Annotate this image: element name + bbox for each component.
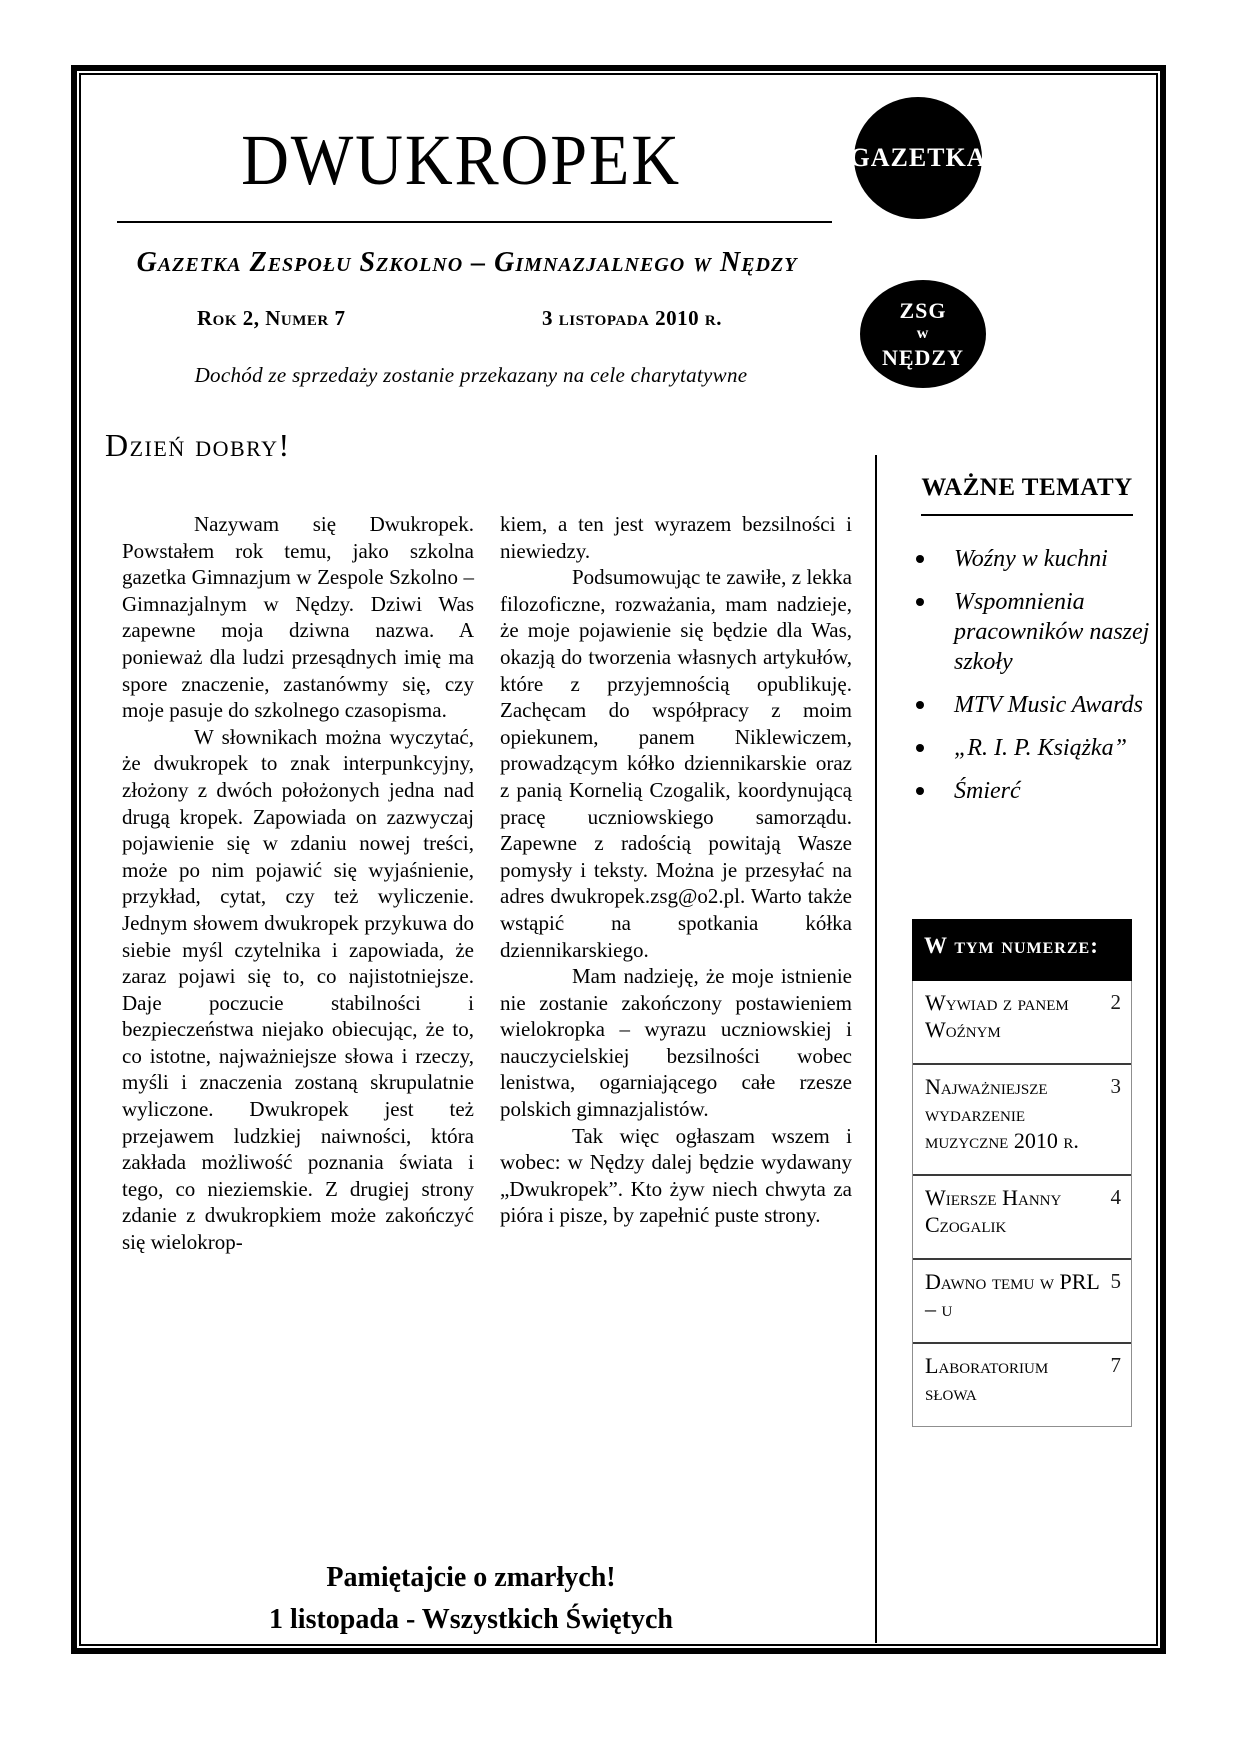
footer-line2: 1 listopada - Wszystkich Świętych (269, 1604, 673, 1635)
issue-date: 3 listopada 2010 r. (542, 306, 722, 330)
toc-item-page: 4 (1110, 1185, 1121, 1209)
page-frame (79, 73, 1158, 1646)
bullet-icon (916, 787, 924, 795)
zsg-badge-line-3: NĘDZY (881, 345, 964, 370)
body-paragraph: Podsumowując te zawiłe, z lekka filozoficzne, rozważania, mam nadzieje, że moje pojawienie się będzie dla Was, okazją do tworzenia własnych artykułów, które z przyjemnością opublikuję. Zachęcam do współpracy z moim opiekunem, panem Niklewiczem, prowadzącym kółko dziennikarskie oraz z panią Kornelią Czogalik, koordynującą pracę uczniowskiego samorządu. Zapewne z radością powitają Wasze pomysły i teksty. Można je przesyłać na adres dwukropek.zsg@o2.pl. Warto także wstąpić na spotkania kółka dziennikarskiego. (500, 565, 852, 962)
bullet-icon (916, 744, 924, 752)
newsletter-subtitle: Gazetka Zespołu Szkolno – Gimnazjalnego w Nędzy (136, 247, 798, 278)
topic-label: MTV Music Awards (954, 692, 1143, 718)
topic-label: Wspomnienia pracowników naszej szkoły (954, 589, 1150, 675)
bullet-icon (916, 555, 924, 563)
topic-item (916, 544, 1152, 574)
toc-item-page: 2 (1110, 990, 1121, 1014)
toc-item-page: 3 (1110, 1074, 1121, 1098)
issue-row (81, 306, 841, 338)
column-2 (500, 511, 852, 1256)
body-paragraph: Nazywam się Dwukropek. Powstałem rok temu, jako szkolna gazetka Gimnazjum w Zespole Szkolno – Gimnazjalnym w Nędzy. Dziwi Was zapewne moja dziwna nazwa. A ponieważ dla ludzi przesądnych imię ma spore znaczenie, zastanówmy się, czy moje pasuje do szkolnego czasopisma. (122, 512, 474, 723)
footer-line1: Pamiętajcie o zmarłych! (326, 1562, 616, 1593)
topic-item (916, 690, 1152, 720)
topics-rule (921, 514, 1133, 516)
toc-item-title: Wiersze Hanny Czogalik (925, 1185, 1062, 1237)
body-paragraph: Tak więc ogłaszam wszem i wobec: w Nędzy dalej będzie wydawany „Dwukropek”. Kto żyw niech chwyta za pióra i pisze, by zapełnić puste strony. (500, 1123, 852, 1228)
toc (912, 919, 1132, 1427)
toc-item-title: Laboratorium słowa (925, 1353, 1049, 1405)
article-heading: Dzień dobry! (105, 427, 291, 463)
body-paragraph: Mam nadzieję, że moje istnienie nie zostanie zakończony postawieniem wielokropka – wyrazu uczniowskiej i nauczycielskiej bezsilności wobec lenistwa, ogarniającego całe rzesze polskich gimnazjalistów. (500, 964, 852, 1122)
toc-row (913, 1174, 1131, 1258)
article-body (122, 511, 852, 1256)
zsg-badge-line-1: ZSG (899, 297, 947, 323)
gazetka-badge-label: GAZETKA (849, 143, 987, 172)
topics-list (902, 544, 1152, 806)
topic-label: Śmierć (954, 778, 1021, 804)
issue-number: Rok 2, Numer 7 (197, 306, 346, 330)
body-paragraph: kiem, a ten jest wyrazem bezsilności i niewiedzy. (500, 512, 852, 563)
bullet-icon (916, 598, 924, 606)
bullet-icon (916, 701, 924, 709)
charity-note: Dochód ze sprzedaży zostanie przekazany na cele charytatywne (194, 363, 748, 387)
footer-note (101, 1557, 841, 1641)
topic-item (916, 776, 1152, 806)
topic-label: „R. I. P. Książka” (954, 735, 1127, 761)
topics-heading: WAŻNE TEMATY (921, 474, 1133, 501)
topic-item (916, 587, 1152, 677)
topic-item (916, 733, 1152, 763)
toc-row (913, 981, 1131, 1063)
toc-item-title: Najważniejsze wydarzenie muzyczne 2010 r. (925, 1074, 1079, 1153)
toc-rows (912, 981, 1132, 1427)
toc-item-title: Wywiad z panem Woźnym (925, 990, 1069, 1042)
toc-header: W tym numerze: (912, 919, 1132, 981)
sidebar (902, 474, 1152, 1634)
newsletter-title: DWUKROPEK (241, 120, 681, 200)
body-paragraph: W słownikach można wyczytać, że dwukropek to znak interpunkcyjny, złożony z dwóch położonych jedna nad drugą kropek. Zapowiada on zazwyczaj pojawienie się w zdaniu nowej treści, może po nim pojawić się wyjaśnienie, przykład, cytat, czy też wyliczenie. Jednym słowem dwukropek przykuwa do siebie myśl czytelnika i zapowiada, że zaraz pojawi się to, co najistotniejsze. Daje poczucie stabilności i bezpieczeństwa niejako obiecując, że to, co istotne, najważniejsze słowa i rzeczy, myśli i znaczenia zostaną skrupulatnie wyliczone. Dwukropek jest też przejawem ludzkiej naiwności, która zakłada możliwość poznania świata i tego, co nieziemskie. Z drugiej strony zdanie z dwukropkiem może zakończyć się wielokrop- (122, 724, 474, 1255)
toc-item-title: Dawno temu w PRL – u (925, 1269, 1100, 1321)
gazetka-badge (849, 97, 987, 219)
zsg-badge (860, 280, 986, 388)
topic-label: Woźny w kuchni (954, 546, 1108, 572)
toc-item-page: 5 (1110, 1269, 1121, 1293)
title-rule (117, 221, 832, 223)
sidebar-divider (875, 455, 877, 1643)
toc-row (913, 1258, 1131, 1342)
toc-row (913, 1342, 1131, 1426)
toc-item-page: 7 (1110, 1353, 1121, 1377)
column-1 (122, 511, 474, 1256)
zsg-badge-line-2: w (916, 325, 930, 342)
toc-row (913, 1063, 1131, 1174)
